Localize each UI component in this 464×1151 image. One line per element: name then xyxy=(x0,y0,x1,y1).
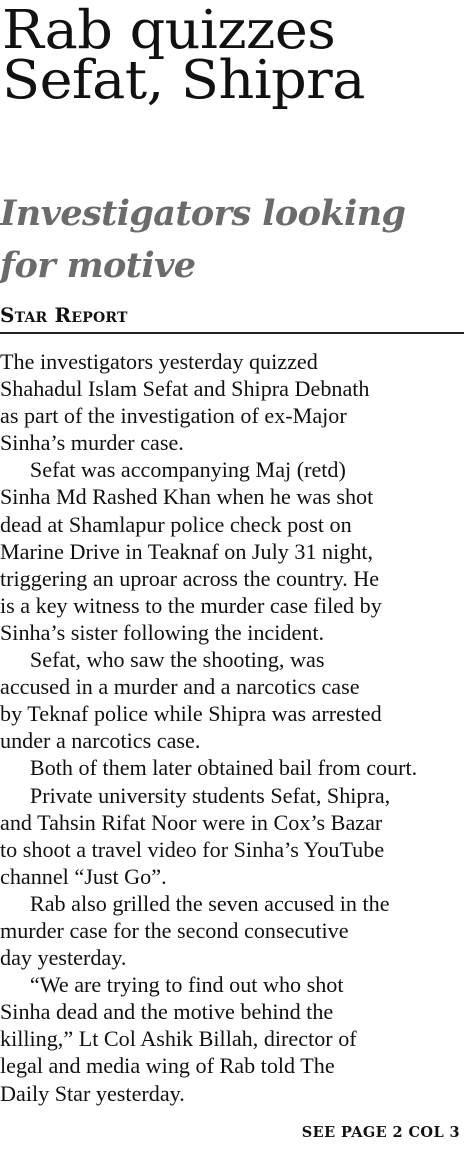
body-line: triggering an uproar across the country. He xyxy=(0,565,380,591)
subheadline-line-2: for motive xyxy=(0,245,196,286)
body-line: under a narcotics case. xyxy=(0,728,201,754)
body-line: Sinha’s murder case. xyxy=(0,430,184,456)
body-line: Sinha dead and the motive behind the xyxy=(0,999,334,1025)
body-line: The investigators yesterday quizzed xyxy=(0,349,318,374)
body-line: to shoot a travel video for Sinha’s YouTube xyxy=(0,836,385,862)
article-body xyxy=(0,348,464,1107)
body-line: Shahadul Islam Sefat and Shipra Debnath xyxy=(0,376,370,402)
body-line: killing,” Lt Col Ashik Billah, director of xyxy=(0,1026,357,1052)
body-line: is a key witness to the murder case filed by xyxy=(0,592,382,618)
body-line: channel “Just Go”. xyxy=(0,863,167,889)
paragraph-start-line: Private university students Sefat, Shipra, xyxy=(29,782,391,808)
headline-line-1: Rab quizzes xyxy=(2,0,336,61)
body-line: accused in a murder and a narcotics case xyxy=(0,674,360,700)
subheadline xyxy=(0,188,464,292)
body-line: Daily Star yesterday. xyxy=(0,1080,185,1106)
body-line: dead at Shamlapur police check post on xyxy=(0,511,352,537)
body-line: and Tahsin Rifat Noor were in Cox’s Bazar xyxy=(0,809,383,835)
paragraph-start-line: Sefat, who saw the shooting, was xyxy=(29,647,325,673)
paragraph-start-line: Both of them later obtained bail from court. xyxy=(29,755,418,781)
body-line: as part of the investigation of ex-Major xyxy=(0,403,347,429)
divider-rule xyxy=(0,332,464,334)
headline xyxy=(2,0,464,111)
headline-line-2: Sefat, Shipra xyxy=(2,50,365,111)
body-line: day yesterday. xyxy=(0,945,127,971)
body-line: legal and media wing of Rab told The xyxy=(0,1053,335,1079)
subheadline-line-1: Investigators looking xyxy=(0,193,406,234)
body-line: murder case for the second consecutive xyxy=(0,917,349,943)
body-line: Sinha Md Rashed Khan when he was shot xyxy=(0,484,374,510)
body-line: Marine Drive in Teaknaf on July 31 night, xyxy=(0,538,374,564)
paragraph-start-line: Sefat was accompanying Maj (retd) xyxy=(29,457,346,483)
body-line: by Teknaf police while Shipra was arrested xyxy=(0,701,382,727)
continuation-jump-line: SEE PAGE 2 COL 3 xyxy=(301,1124,460,1141)
paragraph-start-line: Rab also grilled the seven accused in the xyxy=(29,890,390,916)
byline: Star Report xyxy=(0,303,128,327)
body-line: Sinha’s sister following the incident. xyxy=(0,619,325,645)
paragraph-start-line: “We are trying to find out who shot xyxy=(29,972,344,998)
